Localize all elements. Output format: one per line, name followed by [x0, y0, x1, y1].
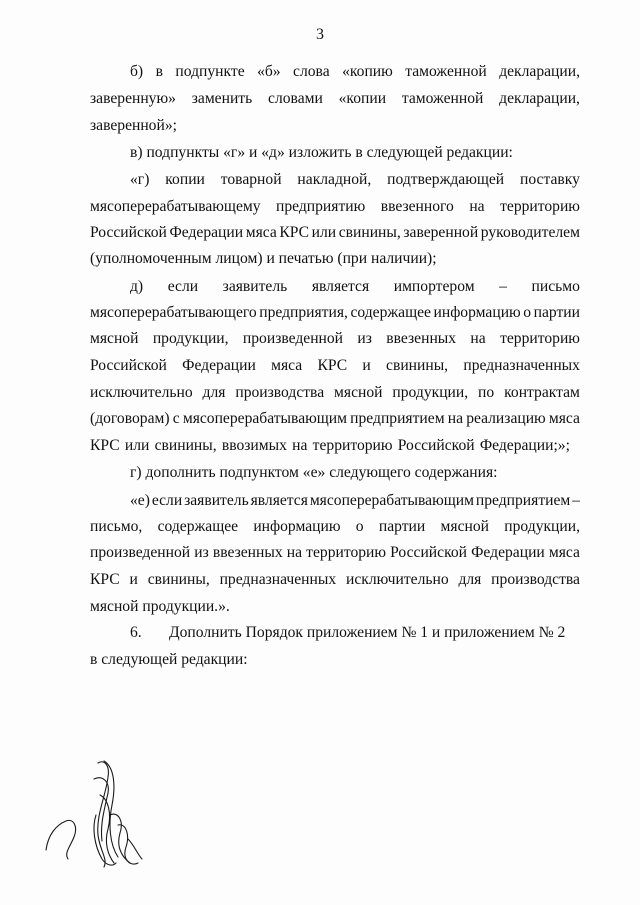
- text-line: заверенную» заменить словами «копии таможенной декларации,: [90, 90, 580, 107]
- page-number: 3: [316, 26, 324, 43]
- text-line: мясоперерабатывающего предприятия, содержащее информацию о партии: [90, 304, 580, 321]
- text-line: Дополнить Порядок приложением № 1 и приложением № 2: [169, 624, 566, 641]
- text-line: в) подпункты «г» и «д» изложить в следующей редакции:: [130, 144, 513, 161]
- text-line: в следующей редакции:: [90, 651, 248, 668]
- text-line: (уполномоченным лицом) и печатью (при наличии);: [90, 250, 437, 267]
- text-line: КРС и свинины, предназначенных исключительно для производства: [90, 571, 580, 588]
- item-number: 6.: [130, 624, 142, 641]
- text-line: произведенной из ввезенных на территорию Российской Федерации мяса: [90, 544, 580, 561]
- text-line: КРС или свинины, ввозимых на территорию Российской Федерации;»;: [90, 437, 570, 454]
- text-line: «г) копии товарной накладной, подтверждающей поставку: [130, 171, 580, 188]
- text-line: г) дополнить подпунктом «е» следующего содержания:: [130, 464, 498, 481]
- text-line: (договорам) с мясоперерабатывающим предприятием на реализацию мяса: [90, 410, 580, 427]
- text-line: мясоперерабатывающему предприятию ввезенного на территорию: [90, 198, 580, 215]
- text-line: письмо, содержащее информацию о партии мясной продукции,: [90, 518, 580, 535]
- text-line: мясной продукции, произведенной из ввезенных на территорию: [90, 330, 580, 347]
- text-line: б) в подпункте «б» слова «копию таможенной декларации,: [130, 63, 580, 80]
- text-line: Российской Федерации мяса КРС или свинины, заверенной руководителем: [90, 224, 580, 241]
- signature-image: [38, 755, 168, 875]
- text-line: д) если заявитель является импортером – письмо: [130, 278, 580, 295]
- text-line: заверенной»;: [90, 117, 177, 134]
- text-line: «е) если заявитель является мясоперерабатывающим предприятием –: [130, 492, 580, 509]
- text-line: Российской Федерации мяса КРС и свинины, предназначенных: [90, 357, 580, 374]
- text-line: исключительно для производства мясной продукции, по контрактам: [90, 384, 580, 401]
- text-line: мясной продукции.».: [90, 598, 230, 615]
